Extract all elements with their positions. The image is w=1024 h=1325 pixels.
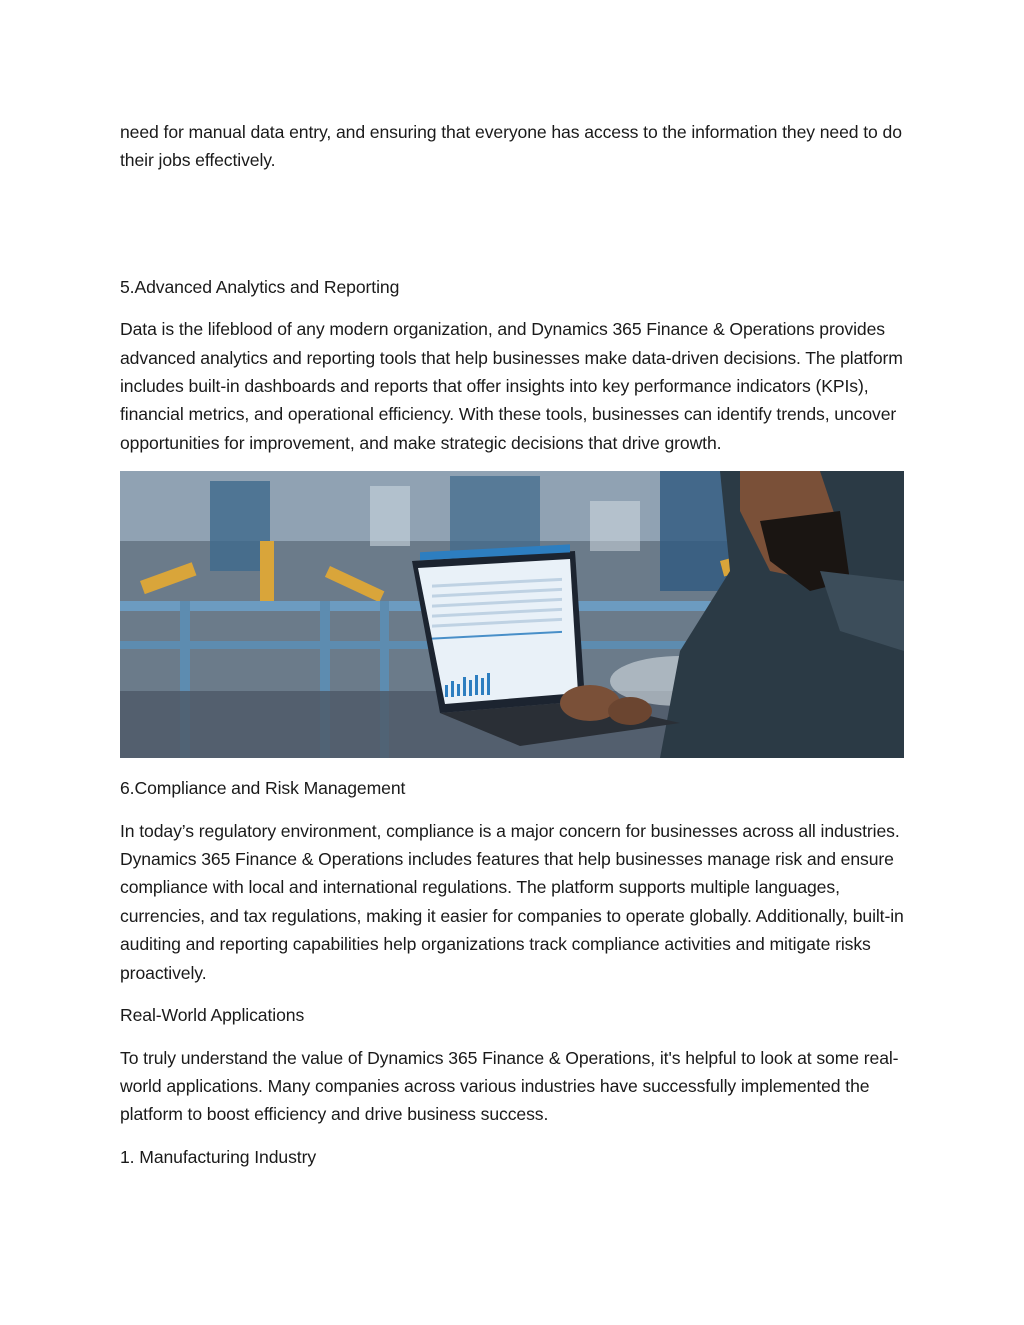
factory-laptop-photo xyxy=(120,471,904,758)
manufacturing-heading: 1. Manufacturing Industry xyxy=(120,1146,317,1167)
intro-continuation-paragraph: need for manual data entry, and ensuring that everyone has access to the information they need to do their jobs effectively. xyxy=(120,122,902,171)
compliance-paragraph: In today’s regulatory environment, compliance is a major concern for businesses across all industries. Dynamics 365 Finance & Operations includes features that help businesses manage risk and ensure compliance with local and international regulations. The platform supports multiple languages, currencies, and tax regulations, making it easier for companies to operate globally. Additionally, built-in auditing and reporting capabilities help organizations track compliance activities and mitigate risks proactively. xyxy=(120,820,904,983)
compliance-heading: 6.Compliance and Risk Management xyxy=(120,778,406,799)
photo-illustration xyxy=(120,471,904,758)
analytics-paragraph: Data is the lifeblood of any modern organization, and Dynamics 365 Finance & Operations provides advanced analytics and reporting tools that help businesses make data-driven decisions. The platform includes built-in dashboards and reports that offer insights into key performance indicators (KPIs), financial metrics, and operational efficiency. With these tools, businesses can identify trends, uncover opportunities for improvement, and make strategic decisions that drive growth. xyxy=(120,319,903,453)
real-world-paragraph: To truly understand the value of Dynamics 365 Finance & Operations, it's helpful to look at some real-world applications. Many companies across various industries have successfully implemented the platform to boost efficiency and drive business success. xyxy=(120,1047,899,1125)
analytics-heading: 5.Advanced Analytics and Reporting xyxy=(120,276,400,297)
document-page xyxy=(120,118,906,1171)
real-world-heading: Real-World Applications xyxy=(120,1005,305,1026)
